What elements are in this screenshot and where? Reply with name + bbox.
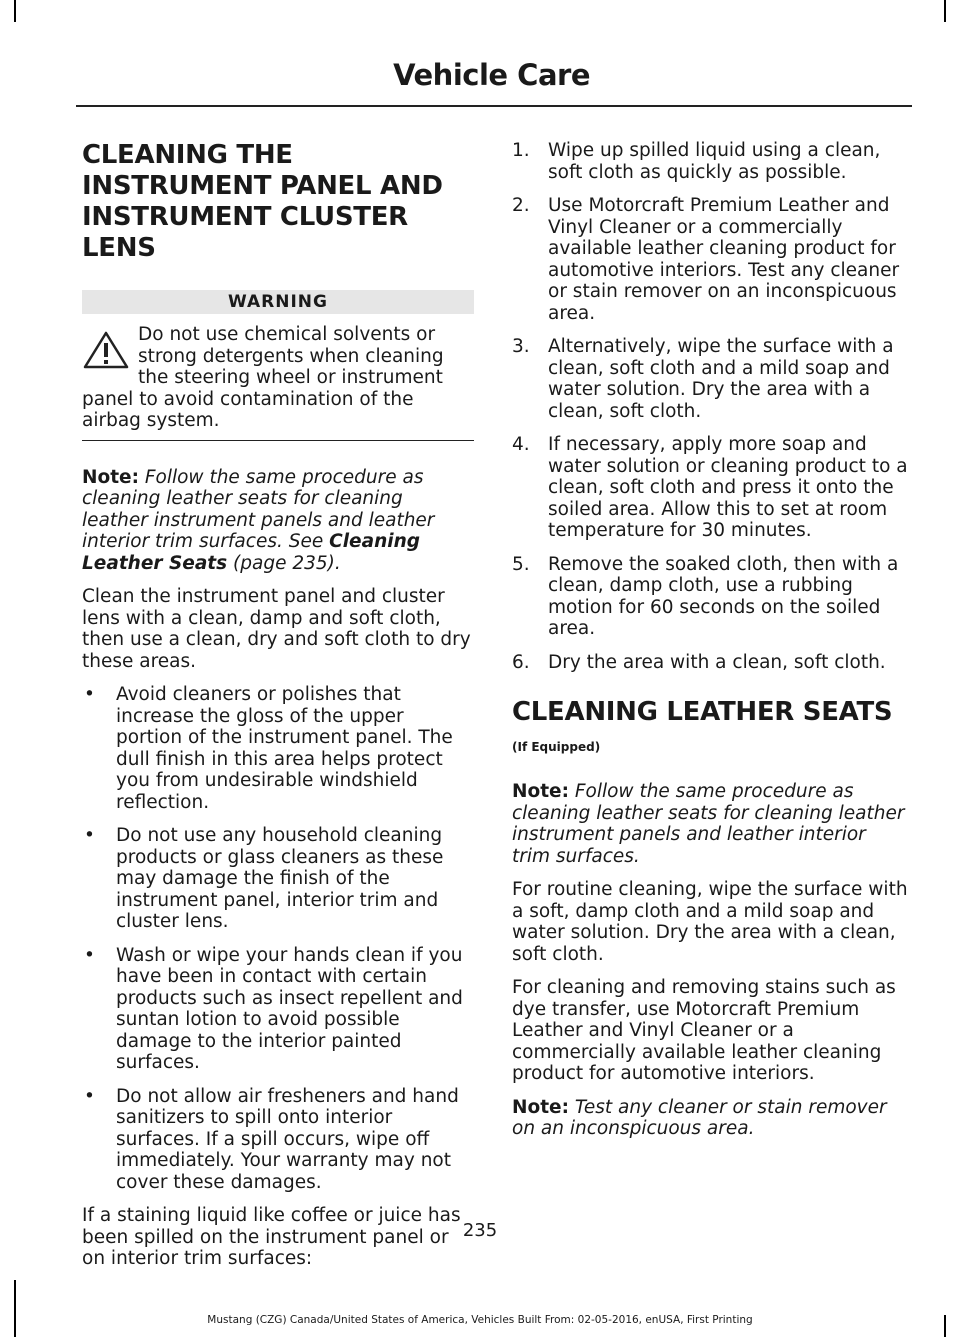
step-number: 1. (512, 140, 530, 161)
step-text: If necessary, apply more soap and water solution or cleaning product to a clean, soft cloth and press it onto the soiled area. Allow this to set at room temperature for 30 minutes. (548, 434, 908, 541)
warning-text: Do not use chemical solvents or strong detergents when cleaning the steering wheel or instrument panel to avoid contamination of the airbag system. (82, 324, 444, 431)
note-text: Follow the same procedure as cleaning leather seats for cleaning leather instrument panels and leather interior trim surfaces. (512, 781, 905, 867)
intro-paragraph: Clean the instrument panel and cluster lens with a clean, damp and soft cloth, then use a clean, dry and soft cloth to dry these areas. (82, 586, 471, 672)
step-text: Wipe up spilled liquid using a clean, soft cloth as quickly as possible. (548, 140, 881, 183)
step-text: Use Motorcraft Premium Leather and Vinyl Cleaner or a commercially available leather cleaning product for automotive interiors. Test any cleaner or stain remover on an inconspicuous area. (548, 195, 900, 324)
list-item: • Avoid cleaners or polishes that increase the gloss of the upper portion of the instrument panel. The dull finish in this area helps protect you from undesirable windshield reflection. (82, 684, 474, 813)
page-reference: (page 235). (227, 552, 341, 574)
warning-box (82, 290, 474, 441)
note-text: Test any cleaner or stain remover on an inconspicuous area. (512, 1096, 887, 1139)
note-paragraph (512, 781, 908, 867)
list-item: • Do not use any household cleaning products or glass cleaners as these may damage the finish of the instrument panel, interior trim and cluster lens. (82, 825, 474, 933)
note-label: Note: (512, 781, 569, 802)
right-column (512, 140, 908, 1152)
stain-removal-paragraph: For cleaning and removing stains such as dye transfer, use Motorcraft Premium Leather and Vinyl Cleaner or a commercially available leather cleaning product for automotive interiors. (512, 977, 896, 1084)
section-heading-suffix: (If Equipped) (512, 740, 601, 754)
left-column (82, 140, 474, 1282)
note-label: Note: (82, 466, 139, 488)
page-footer: Mustang (CZG) Canada/United States of America, Vehicles Built From: 02-05-2016, enUSA, First Printing (207, 1314, 753, 1326)
crop-mark (944, 0, 946, 22)
step-text: Remove the soaked cloth, then with a clean, damp cloth, use a rubbing motion for 60 seconds on the soiled area. (548, 553, 899, 639)
list-item (512, 336, 908, 422)
section-heading-text: CLEANING LEATHER SEATS (512, 697, 893, 727)
step-text: Dry the area with a clean, soft cloth. (548, 651, 886, 673)
list-item (512, 434, 908, 542)
spill-intro-paragraph: If a staining liquid like coffee or juice has been spilled on the instrument panel or on interior trim surfaces: (82, 1205, 461, 1269)
list-item: • Do not allow air fresheners and hand sanitizers to spill onto interior surfaces. If a spill occurs, wipe off immediately. Your warranty may not cover these damages. (82, 1086, 474, 1194)
warning-triangle-icon (82, 330, 130, 370)
step-number: 4. (512, 434, 530, 455)
note-paragraph (82, 467, 474, 575)
page-header-title: Vehicle Care (393, 58, 590, 92)
step-number: 5. (512, 553, 530, 575)
list-item (512, 140, 908, 183)
section-heading-leather-seats (512, 697, 908, 763)
cross-reference-link[interactable]: Cleaning Leather Seats (82, 531, 420, 574)
section-heading-instrument-panel: CLEANING THE INSTRUMENT PANEL AND INSTRUMENT CLUSTER LENS (82, 140, 443, 263)
routine-cleaning-paragraph: For routine cleaning, wipe the surface with a soft, damp cloth and a mild soap and water solution. Dry the area with a clean, soft cloth. (512, 879, 908, 965)
step-number: 2. (512, 195, 530, 216)
note-label: Note: (512, 1096, 569, 1118)
page-number: 235 (462, 1220, 498, 1241)
step-number: 3. (512, 336, 530, 357)
step-text: Alternatively, wipe the surface with a clean, soft cloth and a mild soap and water solution. Dry the area with a clean, soft cloth. (548, 336, 894, 422)
bullet-list (82, 684, 474, 1193)
list-item (512, 195, 908, 324)
numbered-steps (512, 140, 908, 673)
note-paragraph (512, 1097, 908, 1140)
list-item (512, 554, 908, 640)
crop-mark (14, 0, 16, 22)
step-number: 6. (512, 651, 530, 673)
note-text: Follow the same procedure as cleaning leather seats for cleaning leather instrument panels and leather interior trim surfaces. See (82, 466, 435, 552)
crop-mark (14, 1280, 16, 1337)
list-item (512, 652, 908, 674)
warning-label: WARNING (82, 290, 474, 314)
header-rule (76, 105, 912, 107)
list-item: • Wash or wipe your hands clean if you have been in contact with certain products such as insect repellent and suntan lotion to avoid possible damage to the interior painted surfaces. (82, 945, 474, 1074)
